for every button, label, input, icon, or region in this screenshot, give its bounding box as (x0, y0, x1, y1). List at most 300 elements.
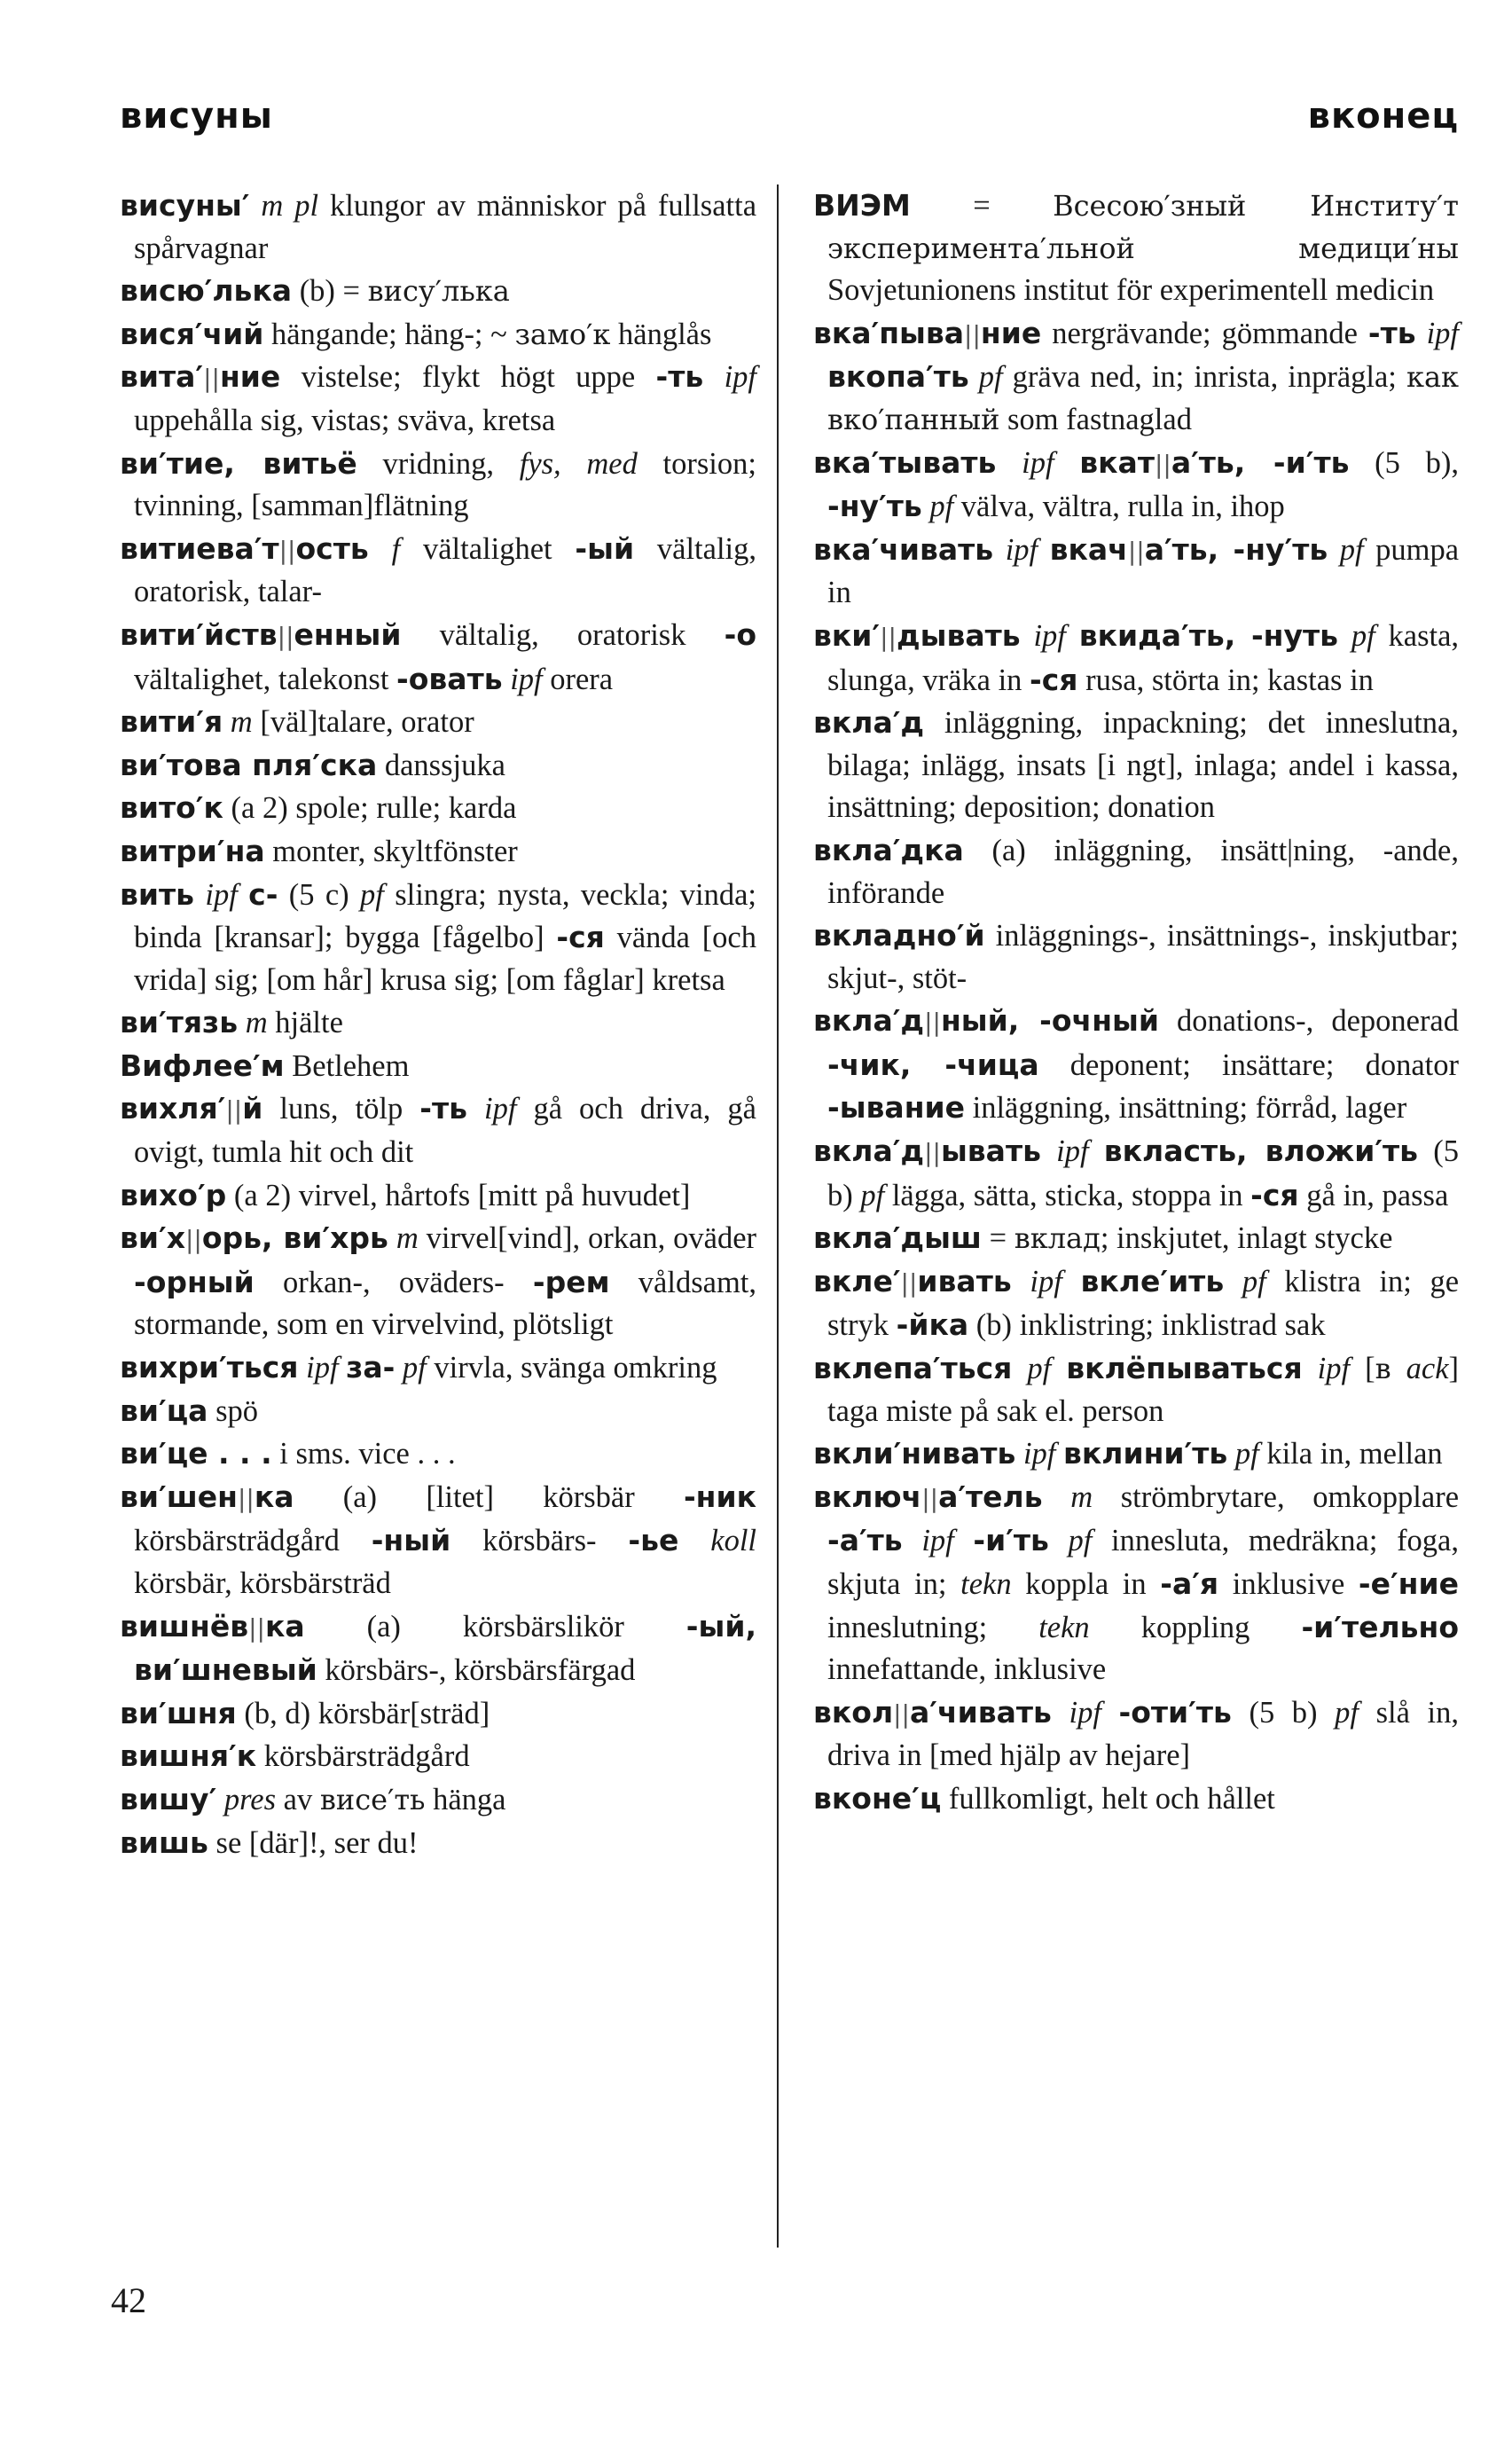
grammar-label: ipf (1030, 1264, 1062, 1299)
entry-text: vältalighet, talekonst (134, 662, 397, 696)
dictionary-entry (120, 1605, 756, 1692)
entry-text (1101, 1696, 1119, 1730)
entry-text: lägga, sätta, sticka, stoppa in (884, 1178, 1251, 1212)
entry-text: orkan-, oväders- (254, 1265, 533, 1299)
headword: вкопа′ть (827, 359, 969, 395)
entry-text (1041, 1134, 1056, 1168)
grammar-label: pf (360, 877, 384, 912)
headword: вихо′р (120, 1177, 227, 1212)
entry-text (1303, 1352, 1318, 1385)
headword: -рем (532, 1264, 610, 1299)
headword: ви′це . . . (120, 1436, 272, 1471)
headword: вка′пыва (813, 315, 965, 350)
headword: й (242, 1091, 263, 1126)
headword: ывать (940, 1134, 1041, 1169)
entry-text: [ (1350, 1352, 1375, 1386)
headword: витиева′т (120, 530, 279, 566)
headword: вити′я (120, 704, 223, 740)
headword: ние (219, 359, 281, 395)
entry-text (1338, 619, 1351, 653)
grammar-label: tekn (1038, 1610, 1090, 1644)
stem-separator: || (248, 1612, 265, 1643)
entry-text: gå in, passa (1298, 1178, 1449, 1212)
headword: вки′ (813, 617, 881, 653)
entry-text (996, 446, 1022, 480)
column-divider (777, 184, 779, 2248)
entry-text: pumpa in (827, 532, 1460, 610)
headword: вишу′ (120, 1781, 217, 1816)
russian-phrase: висе′ть (319, 1782, 426, 1816)
headword: включ (813, 1479, 922, 1514)
headword: за- (346, 1350, 396, 1385)
entry-text: (a) inläggning, insätt|ning, -ande, införande (827, 833, 1459, 910)
russian-phrase: вклад (1014, 1221, 1101, 1256)
headword: -ся (556, 920, 605, 955)
headword: ка (254, 1479, 294, 1514)
entry-text: kasta, slunga, vräka in (827, 618, 1460, 697)
headword: ви′тязь (120, 1005, 239, 1040)
entry-text (1054, 446, 1080, 480)
headword: вкладно′й (813, 918, 985, 953)
running-head-right: вконец (1307, 96, 1459, 137)
russian-phrase: как вко′панный (827, 360, 1460, 436)
russian-phrase: замо′к (514, 317, 611, 351)
entry-text: virvla, svänga omkring (426, 1351, 717, 1385)
headword: ви′шен (120, 1479, 238, 1514)
grammar-label: fys, med (519, 446, 638, 481)
entry-text: slingra; nysta, veckla; vinda; binda [kransar]; bygga [fågelbo] (134, 877, 757, 955)
entry-text (1051, 1352, 1066, 1385)
dictionary-entry (120, 744, 756, 788)
dictionary-entry (120, 313, 756, 357)
entry-text: vridning, (356, 446, 520, 481)
dictionary-entry (120, 830, 756, 874)
headword: вить (120, 876, 194, 912)
dictionary-entry (120, 787, 756, 830)
grammar-label: pf (1234, 1437, 1259, 1471)
entry-text (1227, 1437, 1235, 1471)
entry-text: fullkomligt, helt och hållet (941, 1781, 1275, 1816)
headword: ость (295, 530, 369, 566)
headword: а′тель (938, 1479, 1043, 1514)
dictionary-entry (120, 1822, 756, 1865)
entry-text: (b) inklistring; inklistrad sak (968, 1308, 1326, 1343)
entry-text: torsion; tvinning, [samman]flätning (134, 446, 756, 523)
entry-text (1049, 1524, 1069, 1557)
entry-text: Betlehem (284, 1048, 410, 1083)
entry-text: vältalig, oratorisk, talar- (134, 531, 757, 609)
entry-text: (5 b) (1231, 1695, 1336, 1730)
dictionary-entry (813, 1476, 1459, 1691)
entry-text: se [där]!, ser du! (208, 1825, 419, 1860)
entry-text: koppla in (1011, 1567, 1161, 1601)
headword: -ый (575, 530, 635, 566)
entry-text (1328, 533, 1340, 567)
entry-text: orera (542, 662, 614, 696)
dictionary-entry (813, 914, 1459, 1000)
grammar-label: m (396, 1221, 419, 1256)
headword: вклёпываться (1066, 1351, 1303, 1386)
entry-text (903, 1524, 922, 1557)
headword: -и′ть (973, 1523, 1049, 1558)
dictionary-entry (120, 1217, 756, 1346)
entry-text (369, 532, 392, 566)
entry-text: virvel[vind], orkan, oväder (418, 1221, 757, 1256)
grammar-label: ipf (1069, 1695, 1101, 1730)
headword: вка′чивать (813, 531, 994, 567)
headword: вкла′д (813, 705, 925, 741)
grammar-label: m pl (261, 189, 319, 223)
grammar-label: ack (1406, 1352, 1449, 1386)
headword: ивать (917, 1263, 1012, 1299)
stem-separator: || (203, 364, 220, 394)
stem-separator: || (278, 535, 296, 565)
headword: вишь (120, 1824, 208, 1860)
entry-text: = (981, 1221, 1015, 1256)
dictionary-entry (120, 528, 756, 614)
russian-phrase: в (1375, 1352, 1391, 1386)
headword: ви′тие, витьё (120, 445, 357, 481)
grammar-label: pf (978, 360, 1003, 395)
entry-text: körsbärsträdgård (256, 1739, 470, 1774)
grammar-label: ipf (1022, 1437, 1056, 1471)
headword: -ник (683, 1479, 756, 1514)
dictionary-entry (813, 1000, 1459, 1130)
headword: вита′ (120, 359, 204, 395)
entry-text (216, 1783, 224, 1816)
dictionary-entry (813, 312, 1459, 442)
headword: ный, -очный (940, 1003, 1159, 1039)
headword: ние (980, 315, 1042, 350)
headword: вкле′ (813, 1263, 901, 1299)
headword: ка (265, 1608, 305, 1644)
headword: ВИЭМ (813, 188, 911, 223)
headword: ви′шня (120, 1695, 237, 1730)
entry-text (703, 360, 724, 394)
entry-text (1062, 1265, 1081, 1299)
headword: -е′ние (1358, 1566, 1459, 1601)
entry-text: vistelse; flykt högt uppe (280, 360, 656, 395)
entry-text: (a) [litet] körsbär (294, 1479, 684, 1514)
grammar-label: ipf (484, 1092, 517, 1126)
entry-text: spö (208, 1393, 258, 1428)
dictionary-entry (813, 442, 1459, 529)
headword: -ть (655, 359, 704, 395)
headword: вкле′ить (1080, 1263, 1225, 1299)
headword: вкач (1049, 531, 1128, 567)
headword: а′чивать (910, 1694, 1052, 1730)
headword: -орный (134, 1264, 255, 1299)
entry-text: ; inskjutet, inlagt stycke (1100, 1221, 1393, 1256)
entry-text: = (910, 189, 1054, 223)
entry-text: rusa, störta in; kastas in (1077, 663, 1374, 697)
dictionary-entry (813, 1432, 1459, 1476)
dictionary-entry (120, 1692, 756, 1736)
entry-text: danssjuka (377, 748, 505, 782)
headword: -о (724, 616, 756, 652)
stem-separator: || (277, 621, 294, 651)
dictionary-entry (120, 1432, 756, 1476)
entry-text (993, 533, 1006, 567)
entry-text: Sovjetunionens institut för experimentell medicin (827, 273, 1435, 308)
headword: висуны′ (120, 188, 250, 223)
headword: вконе′ц (813, 1780, 942, 1816)
grammar-label: m (245, 1006, 268, 1040)
headword: орь, ви′хрь (201, 1220, 388, 1256)
grammar-label: pf (1339, 532, 1364, 567)
dictionary-entry (813, 1691, 1459, 1777)
grammar-label: ipf (1005, 532, 1038, 567)
entry-text (1224, 1265, 1242, 1299)
entry-text (249, 189, 261, 223)
entry-text: luns, tölp (262, 1092, 420, 1126)
headword: -ну′ть (827, 489, 922, 524)
entry-text (954, 1524, 974, 1557)
entry-text: deponent; insättare; donator (1038, 1047, 1459, 1082)
grammar-label: ipf (306, 1351, 339, 1385)
entry-text (1038, 533, 1050, 567)
headword: вкли′нивать (813, 1436, 1016, 1471)
entry-text (969, 360, 979, 394)
stem-separator: || (924, 1008, 941, 1038)
dictionary-entry (120, 1476, 756, 1605)
dictionary-entry (813, 615, 1459, 702)
entry-text: vältalighet (400, 531, 576, 566)
grammar-label: pf (1027, 1352, 1052, 1386)
entry-text: vända [och vrida] sig; [om hår] krusa sig; [om fåglar] kretsa (134, 921, 756, 997)
entry-text: hänglås (610, 317, 712, 351)
headword: вкида′ть, -нуть (1078, 617, 1338, 653)
headword: -и′тельно (1301, 1609, 1459, 1644)
entry-text: gå och driva, gå ovigt, tumla hit och dit (134, 1092, 756, 1170)
grammar-label: m (230, 705, 253, 740)
entry-text: strömbrytare, omkopplare (1093, 1479, 1460, 1514)
grammar-label: koll (710, 1524, 756, 1558)
russian-phrase: Всесою′зный Институ′т эксперимента′льной медици′ны (827, 189, 1459, 265)
headword: ви′това пля′ска (120, 747, 378, 782)
entry-text: monter, skyltfönster (264, 834, 518, 868)
headword: вити′йств (120, 616, 278, 652)
dictionary-entry (120, 1087, 756, 1173)
entry-text (1012, 1352, 1027, 1385)
entry-text (1021, 619, 1034, 653)
entry-text (1043, 1480, 1071, 1514)
entry-text: (5 b), (1349, 445, 1459, 480)
headword: висю′лька (120, 273, 293, 309)
entry-text (194, 878, 205, 912)
entry-text: inläggnings-, insättnings-, inskjutbar; skjut-, stöt- (827, 919, 1459, 995)
entry-text (223, 705, 231, 739)
grammar-label: ipf (1033, 618, 1066, 653)
dictionary-entry (813, 184, 1459, 312)
headword: -оти′ть (1118, 1694, 1232, 1730)
left-column (120, 184, 756, 1864)
dictionary-entry (813, 829, 1459, 914)
entry-text: (a) körsbärslikör (304, 1609, 686, 1644)
entry-text: (b) = (292, 274, 368, 309)
dictionary-entry (120, 1346, 756, 1390)
entry-text: innefattande, inklusive (827, 1652, 1107, 1687)
entry-text (388, 1221, 396, 1255)
headword: -йка (896, 1307, 969, 1343)
headword: -ывание (827, 1090, 965, 1126)
entry-text (467, 1092, 484, 1126)
headword: вишня′к (120, 1738, 257, 1774)
headword: вито′к (120, 790, 223, 826)
headword: -ся (1250, 1177, 1299, 1212)
stem-separator: || (225, 1095, 243, 1126)
entry-text (1015, 1437, 1023, 1471)
grammar-label: pf (1242, 1264, 1266, 1299)
headword: -овать (396, 661, 503, 696)
entry-text: inläggning, insättning; förråd, lager (965, 1091, 1407, 1126)
headword: а′ть, -и′ть (1171, 444, 1350, 480)
entry-text: (a 2) spole; rulle; karda (223, 791, 517, 826)
grammar-label: pf (1335, 1695, 1359, 1730)
entry-text (339, 1351, 347, 1385)
stem-separator: || (880, 622, 897, 652)
headword: с- (248, 876, 278, 912)
entry-text: som fastnaglad (999, 402, 1192, 436)
grammar-label: f (391, 531, 401, 566)
grammar-label: ipf (510, 662, 543, 696)
entry-text (298, 1351, 306, 1385)
grammar-label: pf (1068, 1524, 1093, 1558)
stem-separator: || (893, 1699, 910, 1729)
dictionary-entry (120, 1001, 756, 1045)
grammar-label: ipf (1317, 1352, 1351, 1386)
grammar-label: ipf (1426, 316, 1459, 350)
grammar-label: ipf (1056, 1134, 1089, 1169)
headword: вишнёв (120, 1608, 249, 1644)
headword: енный (294, 616, 402, 652)
headword: ви′х (120, 1220, 185, 1256)
dictionary-entry (120, 184, 756, 270)
entry-text: inneslutning; (827, 1610, 1039, 1644)
headword: ви′ца (120, 1393, 208, 1428)
entry-text: koppling (1089, 1610, 1302, 1644)
headword: -ся (1030, 662, 1078, 697)
stem-separator: || (964, 319, 981, 349)
stem-separator: || (237, 1483, 255, 1513)
headword: вкат (1079, 444, 1155, 480)
right-column (813, 184, 1459, 1821)
entry-text: våldsamt, stormande, som en virvelvind, plötsligt (134, 1265, 756, 1342)
headword: вкла′дка (813, 832, 964, 867)
dictionary-entry (813, 1777, 1459, 1821)
headword: вкласть, вложи′ть (1103, 1134, 1419, 1169)
entry-text: ] taga miste på sak el. person (827, 1352, 1460, 1428)
entry-text (1066, 619, 1079, 653)
dictionary-entry (120, 1045, 756, 1088)
dictionary-entry (120, 356, 756, 442)
entry-text: (5 b) (827, 1134, 1459, 1212)
stem-separator: || (1154, 449, 1171, 479)
grammar-label: pf (1351, 618, 1375, 653)
stem-separator: || (1127, 536, 1145, 566)
entry-text: (5 c) (278, 877, 360, 912)
headword: -чик, -чица (827, 1047, 1039, 1082)
grammar-label: pf (929, 490, 954, 524)
dictionary-entry (120, 270, 756, 313)
entry-text: uppehålla sig, vistas; sväva, kretsa (134, 403, 556, 437)
entry-text (503, 663, 511, 696)
entry-text (238, 878, 248, 912)
entry-text: av (276, 1782, 320, 1816)
headword: -ый, ви′шневый (134, 1608, 756, 1688)
entry-text (1055, 1437, 1063, 1471)
headword: вихри′ться (120, 1350, 299, 1385)
entry-text: välva, vältra, rulla in, ihop (953, 490, 1285, 524)
entry-text: körsbärs-, körsbärsfärgad (317, 1653, 636, 1688)
dictionary-entry (813, 1260, 1459, 1347)
entry-text: vältalig, oratorisk (401, 617, 725, 652)
entry-text (1391, 1352, 1406, 1385)
entry-text: kila in, mellan (1258, 1437, 1443, 1471)
grammar-label: pf (860, 1178, 885, 1212)
headword: витри′на (120, 833, 265, 868)
entry-text: körsbärsträdgård (134, 1524, 372, 1558)
headword: вкла′дыш (813, 1220, 982, 1256)
dictionary-entry (120, 443, 756, 528)
headword: вися′чий (120, 316, 264, 351)
headword: Вифлее′м (120, 1047, 285, 1083)
stem-separator: || (921, 1483, 939, 1513)
dictionary-entry (813, 1347, 1459, 1432)
stem-separator: || (924, 1138, 941, 1168)
entry-text: hängande; häng-; ~ (263, 317, 515, 351)
headword: а′ть, -ну′ть (1144, 531, 1328, 567)
stem-separator: || (185, 1225, 202, 1255)
entry-text (1052, 1696, 1069, 1730)
entry-text: klungor av människor på fullsatta spårvagnar (134, 189, 757, 265)
entry-text (395, 1351, 403, 1385)
headword: -а′ть (827, 1523, 903, 1558)
entry-text (1416, 317, 1427, 350)
dictionary-entry (813, 529, 1459, 615)
entry-text: inläggning, inpackning; det inneslutna, bilaga; inlägg, insats [i ngt], inlaga; andel i kassa, insättning; deposition; donation (827, 706, 1459, 825)
headword: -а′я (1160, 1566, 1219, 1601)
headword: вкла′д (813, 1134, 925, 1169)
page-number: 42 (111, 2280, 146, 2320)
headword: вка′тывать (813, 444, 997, 480)
grammar-label: ipf (921, 1524, 954, 1558)
russian-phrase: вису′лька (367, 274, 510, 309)
headword: -ть (1367, 315, 1416, 350)
entry-text: körsbärs- (450, 1524, 629, 1558)
grammar-label: m (1070, 1479, 1093, 1514)
entry-text: inneslutа, medräkna; foga, skjuta in; (827, 1524, 1459, 1601)
headword: вкол (813, 1694, 894, 1730)
grammar-label: pf (402, 1351, 427, 1385)
entry-text (1089, 1134, 1104, 1168)
headword: вихля′ (120, 1091, 226, 1126)
headword: -ть (419, 1091, 467, 1126)
entry-text: donations-, deponerad (1158, 1004, 1459, 1039)
headword: дывать (896, 617, 1021, 653)
entry-text: i sms. vice . . . (271, 1437, 456, 1471)
headword: -ный (371, 1523, 451, 1558)
entry-text: klistra in; ge stryk (827, 1264, 1460, 1343)
dictionary-entry (120, 701, 756, 744)
headword: -ье (628, 1523, 679, 1558)
entry-text: slå in, driva in [med hjälp av hejare] (827, 1695, 1459, 1773)
entry-text (1012, 1265, 1030, 1299)
headword: вклини′ть (1063, 1436, 1228, 1471)
headword: вклепа′ться (813, 1351, 1013, 1386)
dictionary-entry (120, 874, 756, 1002)
grammar-label: pres (223, 1782, 277, 1816)
